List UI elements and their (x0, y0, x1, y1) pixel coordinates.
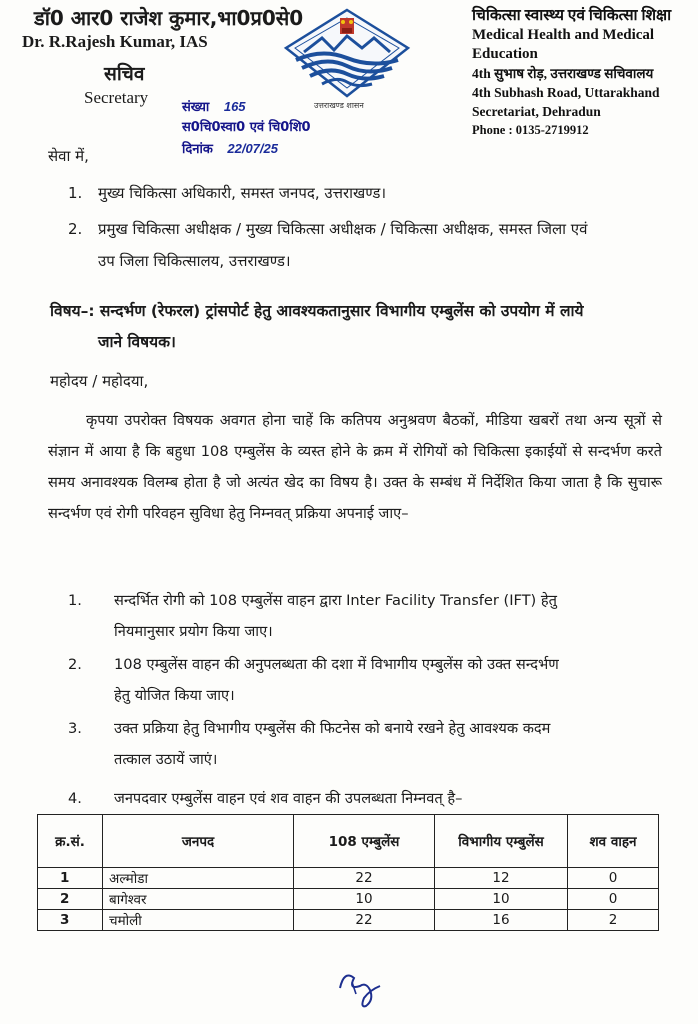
instruction-text (114, 783, 664, 814)
department-name-english-1: Medical Health and Medical (472, 27, 655, 43)
table-cell-district: अल्मोडा (103, 868, 294, 889)
salutation-to: सेवा में, (48, 147, 89, 165)
recipient-text: मुख्य चिकित्सा अधिकारी, समस्त जनपद, उत्तराखण्ड। (98, 184, 387, 202)
reference-department: स0चि0स्वा0 एवं चि0शि0 (182, 120, 311, 135)
table-row (38, 889, 659, 910)
table-cell-108-ambulance: 22 (294, 910, 435, 931)
table-cell-department-ambulance: 16 (435, 910, 568, 931)
reference-date-label: दिनांक (182, 142, 213, 157)
recipient-text: प्रमुख चिकित्सा अधीक्षक / मुख्य चिकित्सा अधीक्षक / चिकित्सा अधीक्षक, समस्त जिला एवं (98, 220, 588, 238)
instruction-line-2: हेतु योजित किया जाए। (114, 687, 235, 704)
instruction-line-2: तत्काल उठायें जाएं। (114, 751, 218, 768)
subject-block (50, 296, 662, 358)
reference-date-value: 22/07/25 (227, 141, 278, 156)
instruction-number: 2. (68, 656, 82, 673)
subject-line-2: जाने विषयक। (98, 333, 176, 351)
table-header-department-ambulance: विभागीय एम्बुलेंस (435, 815, 568, 868)
table-header-row (38, 815, 659, 868)
table-header-108-ambulance: 108 एम्बुलेंस (294, 815, 435, 868)
reference-date-row (182, 138, 382, 159)
department-phone: Phone : 0135-2719912 (472, 123, 589, 137)
sender-title-english: Secretary (84, 88, 149, 107)
greeting: महोदय / महोदया, (50, 372, 149, 390)
instruction-line-1: उक्त प्रक्रिया हेतु विभागीय एम्बुलेंस की फिटनेस को बनाये रखने हेतु आवश्यक कदम (114, 720, 551, 737)
table-cell-108-ambulance: 10 (294, 889, 435, 910)
body-paragraph-text: कृपया उपरोक्त विषयक अवगत होना चाहें कि कतिपय अनुश्रवण बैठकों, मीडिया खबरों तथा अन्य सूत्रों से संज्ञान में आया है कि बहुधा 108 एम्बुलेंस के व्यस्त होने के क्रम में रोगियों को चिकित्सा इकाईयों से सन्दर्भण करते समय अनावश्यक विलम्ब होता है जो अत्यंत खेद का विषय है। उक्त के सम्बंध में निर्देशित किया जाता है कि सुचारू सन्दर्भण एवं रोगी परिवहन सुविधा हेतु निम्नवत् प्रक्रिया अपनाई जाए– (48, 412, 662, 522)
instruction-line-1: सन्दर्भित रोगी को 108 एम्बुलेंस वाहन द्वारा Inter Facility Transfer (IFT) हेतु (114, 592, 557, 609)
recipient-number: 1. (68, 184, 83, 202)
table-cell-department-ambulance: 10 (435, 889, 568, 910)
table-row (38, 910, 659, 931)
department-address-english-1: 4th Subhash Road, Uttarakhand (472, 85, 660, 100)
instruction-number: 3. (68, 720, 82, 737)
sender-name-hindi: डॉ0 आर0 राजेश कुमार,भा0प्र0से0 (34, 6, 304, 30)
department-address-english-2: Secretariat, Dehradun (472, 104, 601, 119)
instruction-text (114, 713, 664, 775)
table-cell-serial: 2 (38, 889, 103, 910)
ambulance-availability-table (37, 814, 659, 931)
instruction-number: 1. (68, 592, 82, 609)
table-cell-department-ambulance: 12 (435, 868, 568, 889)
recipient-number: 2. (68, 220, 83, 238)
table-cell-district: बागेश्वर (103, 889, 294, 910)
table-cell-district: चमोली (103, 910, 294, 931)
table-row (38, 868, 659, 889)
table-cell-108-ambulance: 22 (294, 868, 435, 889)
instruction-line-1: 108 एम्बुलेंस वाहन की अनुपलब्धता की दशा में विभागीय एम्बुलेंस को उक्त सन्दर्भण (114, 656, 559, 673)
department-name-english-2: Education (472, 46, 538, 62)
table-cell-hearse: 0 (568, 889, 659, 910)
instruction-text (114, 649, 664, 711)
table-cell-serial: 3 (38, 910, 103, 931)
instruction-text (114, 585, 664, 647)
instruction-line-1: जनपदवार एम्बुलेंस वाहन एवं शव वाहन की उपलब्धता निम्नवत् है– (114, 790, 463, 807)
sender-name-english: Dr. R.Rajesh Kumar, IAS (22, 32, 208, 51)
reference-number-value: 165 (223, 99, 246, 114)
department-address-hindi: 4th सुभाष रोड़, उत्तराखण्ड सचिवालय (472, 66, 654, 81)
reference-block (182, 96, 382, 159)
table-cell-hearse: 2 (568, 910, 659, 931)
table-header-serial: क्र.सं. (38, 815, 103, 868)
reference-number-row (182, 96, 382, 117)
instruction-number: 4. (68, 790, 82, 807)
state-emblem-logo (282, 8, 412, 100)
department-header (472, 6, 692, 140)
reference-number-label: संख्या (182, 100, 210, 115)
body-paragraph (48, 405, 662, 529)
table-header-hearse: शव वाहन (568, 815, 659, 868)
recipient-text-continued: उप जिला चिकित्सालय, उत्तराखण्ड। (98, 252, 291, 270)
emblem-caption: उत्तराखण्ड शासन (314, 101, 364, 110)
table-header-district: जनपद (103, 815, 294, 868)
instruction-line-2: नियमानुसार प्रयोग किया जाए। (114, 623, 273, 640)
table-cell-hearse: 0 (568, 868, 659, 889)
department-name-hindi: चिकित्सा स्वास्थ्य एवं चिकित्सा शिक्षा (472, 7, 672, 24)
table-cell-serial: 1 (38, 868, 103, 889)
sender-title-hindi: सचिव (104, 63, 145, 85)
subject-line-1: विषय–: सन्दर्भण (रेफरल) ट्रांसपोर्ट हेतु आवश्यकतानुसार विभागीय एम्बुलेंस को उपयोग में लाये (50, 302, 584, 320)
signature (330, 960, 394, 1010)
